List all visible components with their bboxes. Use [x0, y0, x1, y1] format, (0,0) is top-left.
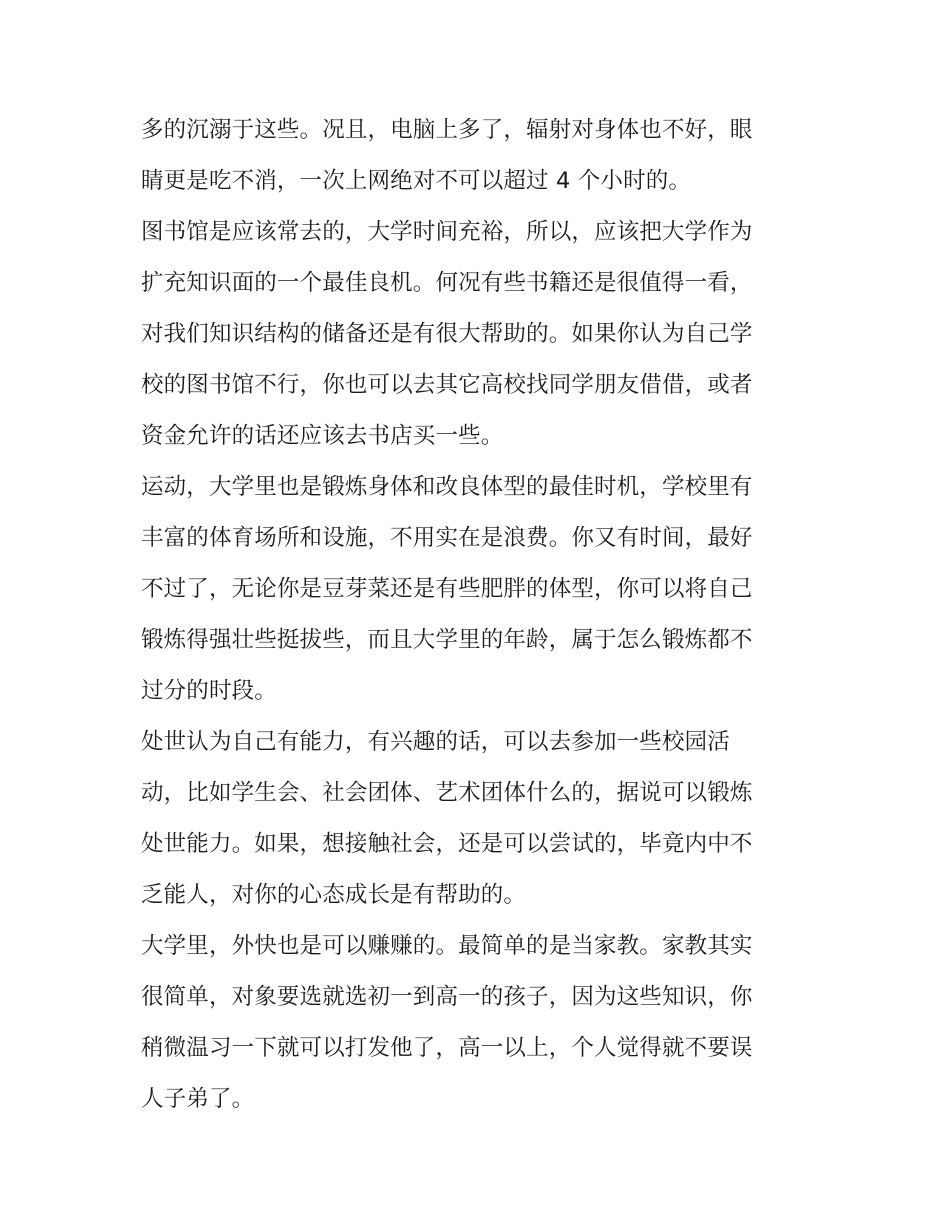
text-line: 人子弟了。	[141, 1086, 255, 1112]
paragraph-internet	[141, 105, 821, 207]
text-line: 校的图书馆不行，你也可以去其它高校找同学朋友借借，或者	[141, 372, 753, 398]
paragraph-activities	[141, 717, 821, 921]
text-line: 扩充知识面的一个最佳良机。何况有些书籍还是很值得一看，	[141, 270, 753, 296]
paragraph-exercise	[141, 462, 821, 717]
text-line: 处世认为自己有能力，有兴趣的话，可以去参加一些校园活	[141, 729, 730, 755]
document-body	[141, 105, 821, 1125]
text-line: 多的沉溺于这些。况且，电脑上多了，辐射对身体也不好，眼	[141, 117, 753, 143]
text-line: 动，比如学生会、社会团体、艺术团体什么的，据说可以锻炼	[141, 780, 753, 806]
text-line: 对我们知识结构的储备还是有很大帮助的。如果你认为自己学	[141, 321, 753, 347]
text-line: 锻炼得强壮些挺拔些，而且大学里的年龄，属于怎么锻炼都不	[141, 627, 753, 653]
text-line: 不过了，无论你是豆芽菜还是有些肥胖的体型，你可以将自己	[141, 576, 753, 602]
text-line: 很简单，对象要选就选初一到高一的孩子，因为这些知识，你	[141, 984, 753, 1010]
text-line: 运动，大学里也是锻炼身体和改良体型的最佳时机，学校里有	[141, 474, 753, 500]
paragraph-part-time	[141, 921, 821, 1125]
text-line: 图书馆是应该常去的，大学时间充裕，所以，应该把大学作为	[141, 219, 753, 245]
text-line: 丰富的体育场所和设施，不用实在是浪费。你又有时间，最好	[141, 525, 753, 551]
text-line: 稍微温习一下就可以打发他了，高一以上，个人觉得就不要误	[141, 1035, 753, 1061]
text-line: 乏能人，对你的心态成长是有帮助的。	[141, 882, 527, 908]
text-line: 资金允许的话还应该去书店买一些。	[141, 423, 504, 449]
text-line: 睛更是吃不消，一次上网绝对不可以超过 4 个小时的。	[141, 168, 692, 194]
text-line: 过分的时段。	[141, 678, 277, 704]
text-line: 处世能力。如果，想接触社会，还是可以尝试的，毕竟内中不	[141, 831, 753, 857]
text-line: 大学里，外快也是可以赚赚的。最简单的是当家教。家教其实	[141, 933, 753, 959]
paragraph-library	[141, 207, 821, 462]
